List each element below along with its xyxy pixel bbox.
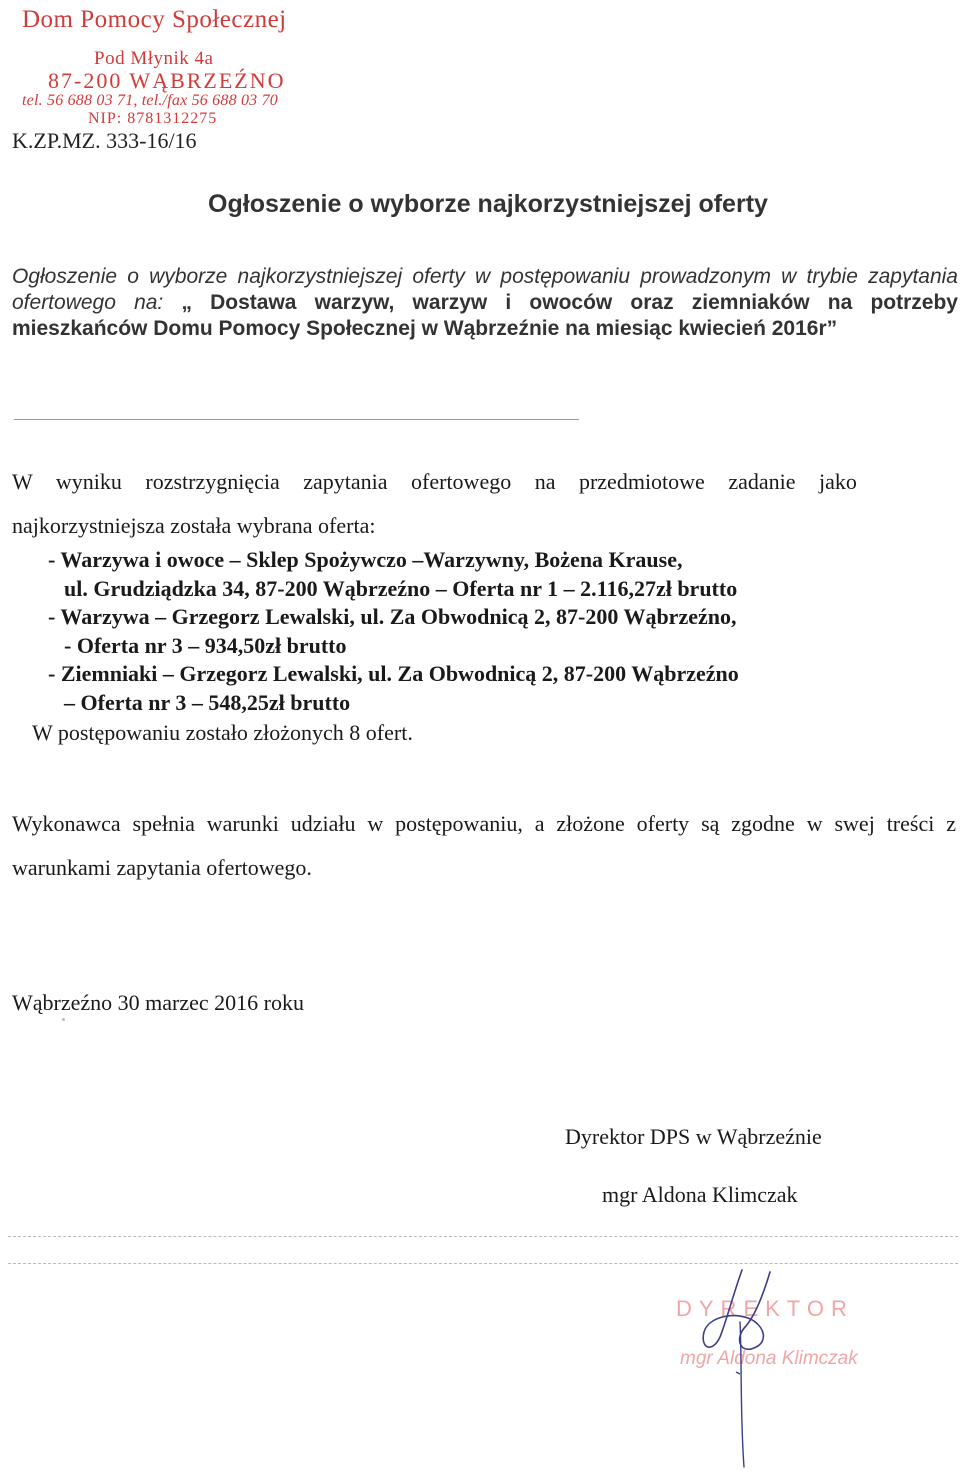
- separator-line: [14, 419, 579, 420]
- reference-number: K.ZP.MZ. 333-16/16: [12, 128, 197, 153]
- offer-line: – Oferta nr 3 – 548,25zł brutto: [64, 689, 351, 715]
- offer-line: - Warzywa i owoce – Sklep Spożywczo –Warzywny, Bożena Krause,: [48, 547, 683, 572]
- contractor-paragraph: Wykonawca spełnia warunki udziału w postępowaniu, a złożone oferty są zgodne w swej treści z warunkami zapytania ofertowego.: [12, 811, 956, 880]
- document-title: Ogłoszenie o wyborze najkorzystniejszej oferty: [208, 190, 768, 218]
- handwritten-signature: [690, 1262, 800, 1472]
- intro-paragraph: [12, 264, 958, 342]
- result-paragraph: [12, 460, 956, 548]
- dashed-separator: [8, 1236, 958, 1237]
- stamp-nip: NIP: 8781312275: [88, 110, 218, 127]
- result-paragraph-line2: najkorzystniejsza została wybrana oferta:: [12, 513, 376, 538]
- stamp-phone: tel. 56 688 03 71, tel./fax 56 688 03 70: [22, 92, 278, 109]
- offer-line: - Ziemniaki – Grzegorz Lewalski, ul. Za Obwodnicą 2, 87-200 Wąbrzeźno: [48, 661, 739, 686]
- result-paragraph-line1: W wyniku rozstrzygnięcia zapytania ofertowego na przedmiotowe zadanie jako: [12, 469, 857, 494]
- offers-list: [48, 546, 739, 717]
- dashed-separator: [8, 1263, 958, 1264]
- stamp-institution-name: Dom Pomocy Społecznej: [22, 6, 287, 33]
- intro-bold-subject: „ Dostawa warzyw, warzyw i owoców oraz ziemniaków na potrzeby mieszkańców Domu Pomocy Społecznej w Wąbrzeźnie na miesiąc kwiecień 2016r”: [12, 291, 958, 340]
- document-date: Wąbrzeźno 30 marzec 2016 roku: [12, 990, 304, 1015]
- offer-line: - Oferta nr 3 – 934,50zł brutto: [64, 632, 347, 658]
- signatory-name: mgr Aldona Klimczak: [602, 1182, 798, 1207]
- director-stamp-title: DYREKTOR: [676, 1296, 854, 1321]
- stamp-city: 87-200 WĄBRZEŹNO: [48, 68, 286, 93]
- stamp-street: Pod Młynik 4a: [94, 48, 214, 69]
- offer-line: - Warzywa – Grzegorz Lewalski, ul. Za Obwodnicą 2, 87-200 Wąbrzeźno,: [48, 604, 737, 629]
- signatory-role: Dyrektor DPS w Wąbrzeźnie: [565, 1124, 822, 1149]
- offer-line: ul. Grudziądzka 34, 87-200 Wąbrzeźno – Oferta nr 1 – 2.116,27zł brutto: [64, 575, 738, 601]
- intro-italic-text: Ogłoszenie o wyborze najkorzystniejszej oferty w postępowaniu prowadzonym w trybie zapytania ofertowego na:: [12, 265, 958, 314]
- offers-count: W postępowaniu zostało złożonych 8 ofert.: [32, 720, 413, 745]
- speck: [62, 1018, 65, 1021]
- director-stamp-name: mgr Aldona Klimczak: [680, 1348, 858, 1369]
